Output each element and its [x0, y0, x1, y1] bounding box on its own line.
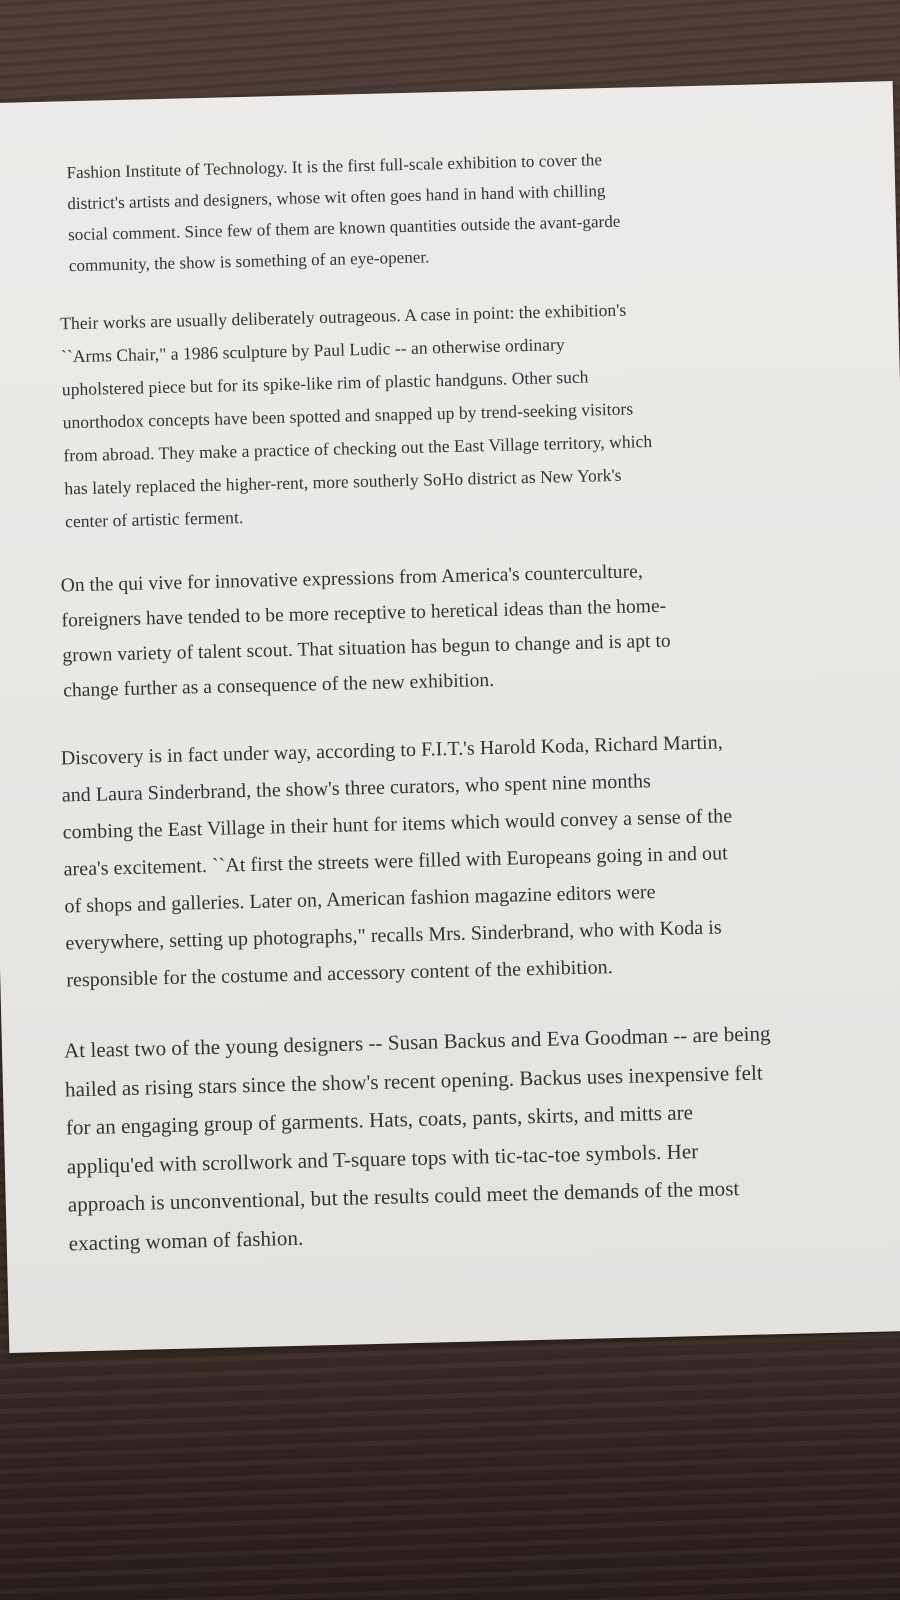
text-line: On the qui vive for innovative expressions from America's counterculture,	[60, 561, 644, 597]
paragraph-1	[66, 138, 843, 281]
text-line: ``Arms Chair," a 1986 sculpture by Paul Ludic -- an otherwise ordinary	[60, 334, 565, 367]
text-line: grown variety of talent scout. That situation has begun to change and is apt to	[62, 630, 671, 667]
text-line: and Laura Sinderbrand, the show's three curators, who spent nine months	[61, 770, 652, 807]
text-line: approach is unconventional, but the results could meet the demands of the most	[67, 1176, 740, 1217]
text-line: hailed as rising stars since the show's recent opening. Backus uses inexpensive felt	[64, 1059, 763, 1102]
text-line: from abroad. They make a practice of checking out the East Village territory, which	[63, 431, 653, 466]
text-line: Discovery is in fact under way, according to F.I.T.'s Harold Koda, Richard Martin,	[60, 731, 724, 770]
paragraph-3	[60, 549, 853, 708]
text-line: of shops and galleries. Later on, American fashion magazine editors were	[64, 881, 656, 918]
printed-page	[0, 81, 900, 1353]
text-line: At least two of the young designers -- Susan Backus and Eva Goodman -- are being	[63, 1021, 771, 1063]
text-line: has lately replaced the higher-rent, more southerly SoHo district as New York's	[64, 464, 622, 499]
text-line: everywhere, setting up photographs," recalls Mrs. Sinderbrand, who with Koda is	[65, 916, 722, 955]
paragraph-2	[60, 288, 849, 538]
text-line: community, the show is something of an eye-opener.	[68, 247, 430, 276]
article-text	[50, 138, 867, 1289]
text-line: unorthodox concepts have been spotted and snapped up by trend-seeking visitors	[62, 398, 634, 433]
paragraph-5	[64, 1012, 867, 1262]
text-line: area's excitement. ``At first the streets were filled with Europeans going in and out	[63, 842, 728, 881]
text-line: foreigners have tended to be more receptive to heretical ideas than the home-	[61, 595, 667, 632]
text-line: district's artists and designers, whose wit often goes hand in hand with chilling	[67, 181, 606, 214]
text-line: center of artistic ferment.	[64, 507, 244, 532]
text-line: social comment. Since few of them are known quantities outside the avant-garde	[67, 211, 621, 245]
paragraph-4	[60, 721, 860, 999]
wooden-table-surface	[0, 1330, 900, 1600]
text-line: upholstered piece but for its spike-like rim of plastic handguns. Other such	[61, 366, 589, 400]
text-line: Fashion Institute of Technology. It is the first full-scale exhibition to cover the	[66, 150, 603, 183]
text-line: responsible for the costume and accessory content of the exhibition.	[66, 956, 614, 992]
text-line: exacting woman of fashion.	[68, 1225, 304, 1255]
text-line: combing the East Village in their hunt for items which would convey a sense of the	[62, 805, 733, 844]
text-line: change further as a consequence of the new exhibition.	[62, 669, 495, 702]
text-line: appliqu'ed with scrollwork and T-square tops with tic-tac-toe symbols. Her	[66, 1138, 699, 1179]
text-line: Their works are usually deliberately outrageous. A case in point: the exhibition's	[60, 299, 627, 334]
text-line: for an engaging group of garments. Hats, coats, pants, skirts, and mitts are	[65, 1100, 694, 1140]
